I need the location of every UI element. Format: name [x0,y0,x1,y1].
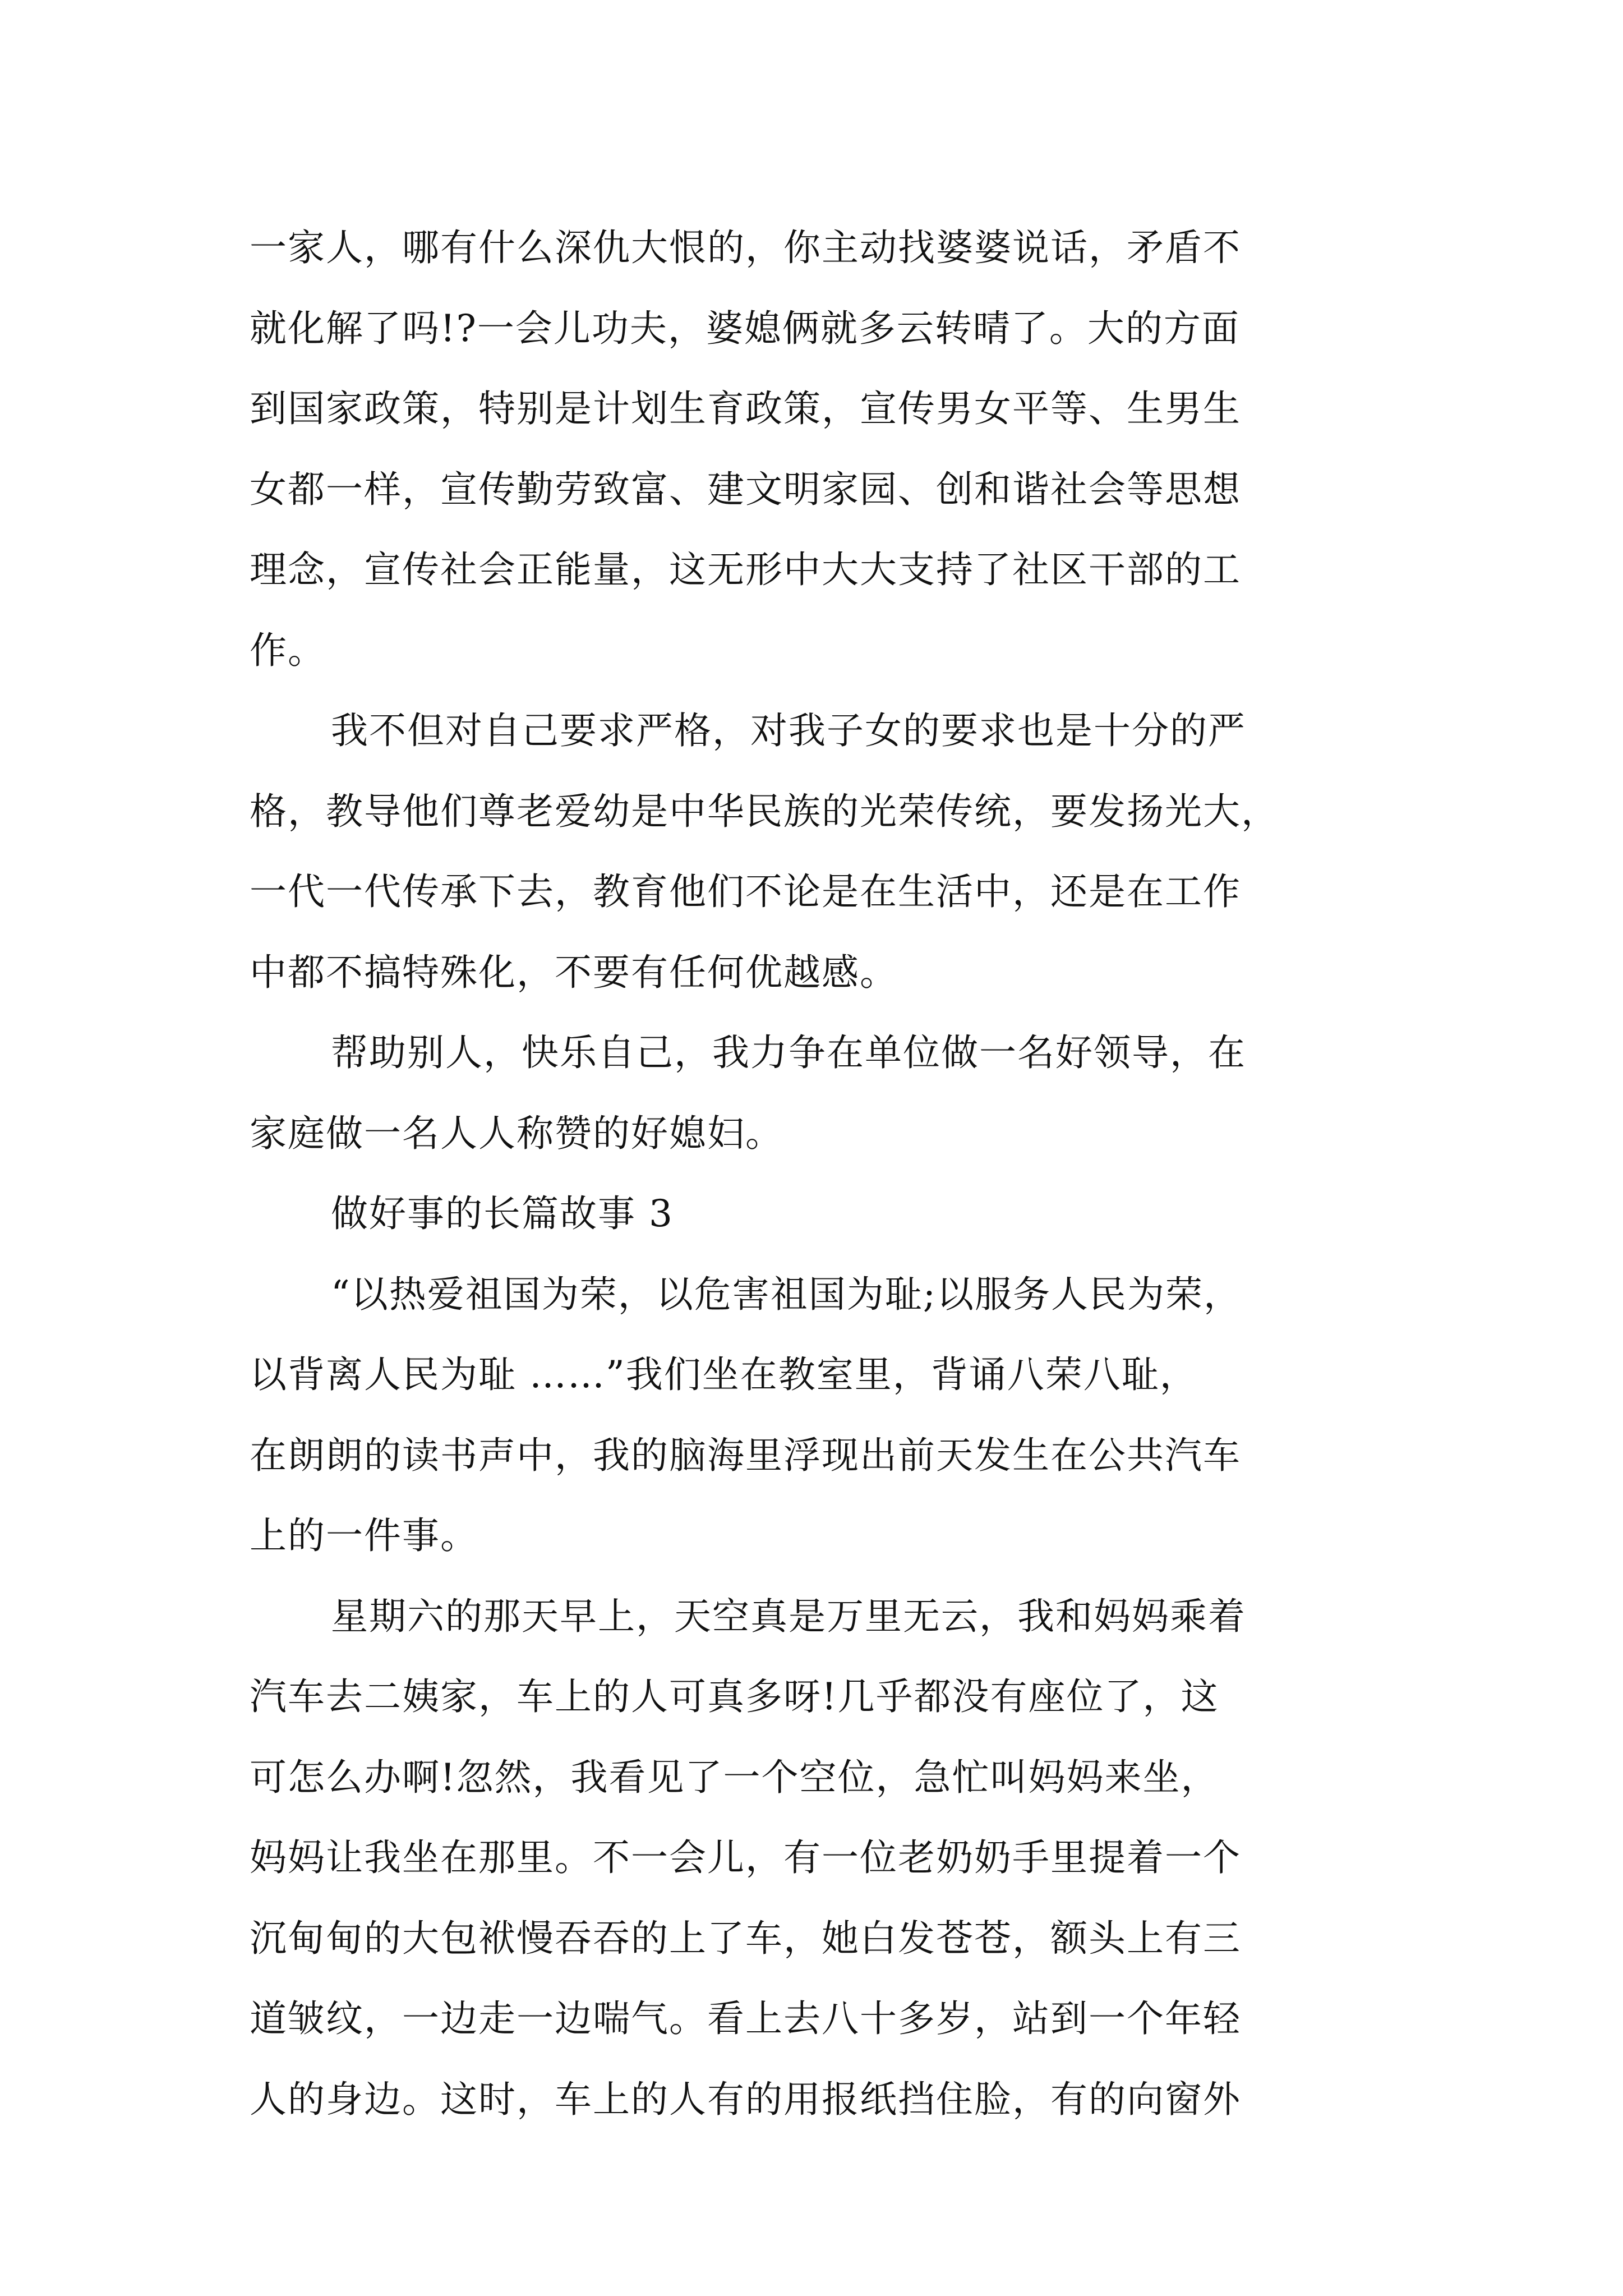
text-line: 汽车去二姨家，车上的人可真多呀!几乎都没有座位了，这 [250,1675,1219,1718]
paragraph-start-line: 我不但对自己要求严格，对我子女的要求也是十分的严 [331,709,1246,752]
text-line: 以背离人民为耻 ……”我们坐在教室里，背诵八荣八耻， [250,1353,1198,1396]
paragraph-start-line: 星期六的那天早上，天空真是万里无云，我和妈妈乘着 [331,1594,1246,1638]
text-line: 理念，宣传社会正能量，这无形中大大支持了社区干部的工 [250,548,1241,591]
text-line: 到国家政策，特别是计划生育政策，宣传男女平等、生男生 [250,387,1241,430]
text-line: 家庭做一名人人称赞的好媳妇。 [250,1111,783,1155]
text-line: 格，教导他们尊老爱幼是中华民族的光荣传统，要发扬光大， [250,789,1279,833]
text-line: 中都不搞特殊化，不要有任何优越感。 [250,950,898,994]
body-text [250,208,1382,2139]
text-line: 作。 [250,628,326,672]
text-line: 沉甸甸的大包袱慢吞吞的上了车，她白发苍苍，额头上有三 [250,1916,1241,1960]
paragraph-start-line: 帮助别人，快乐自己，我力争在单位做一名好领导，在 [331,1031,1246,1074]
text-line: 上的一件事。 [250,1514,478,1557]
section-heading: 做好事的长篇故事 3 [331,1192,674,1235]
text-line: 妈妈让我坐在那里。不一会儿，有一位老奶奶手里提着一个 [250,1836,1241,1879]
paragraph-start-line: “以热爱祖国为荣，以危害祖国为耻;以服务人民为荣， [331,1272,1242,1316]
text-line: 道皱纹，一边走一边喘气。看上去八十多岁，站到一个年轻 [250,1997,1241,2040]
text-line: 就化解了吗!?一会儿功夫，婆媳俩就多云转晴了。大的方面 [250,306,1240,350]
text-line: 一代一代传承下去，教育他们不论是在生活中，还是在工作 [250,870,1241,913]
text-line: 人的身边。这时，车上的人有的用报纸挡住脸，有的向窗外 [250,2077,1241,2121]
text-line: 在朗朗的读书声中，我的脑海里浮现出前天发生在公共汽车 [250,1433,1241,1477]
text-line: 一家人，哪有什么深仇大恨的，你主动找婆婆说话，矛盾不 [250,226,1241,269]
text-line: 女都一样，宣传勤劳致富、建文明家园、创和谐社会等思想 [250,467,1241,511]
text-line: 可怎么办啊!忽然，我看见了一个空位，急忙叫妈妈来坐， [250,1755,1219,1799]
